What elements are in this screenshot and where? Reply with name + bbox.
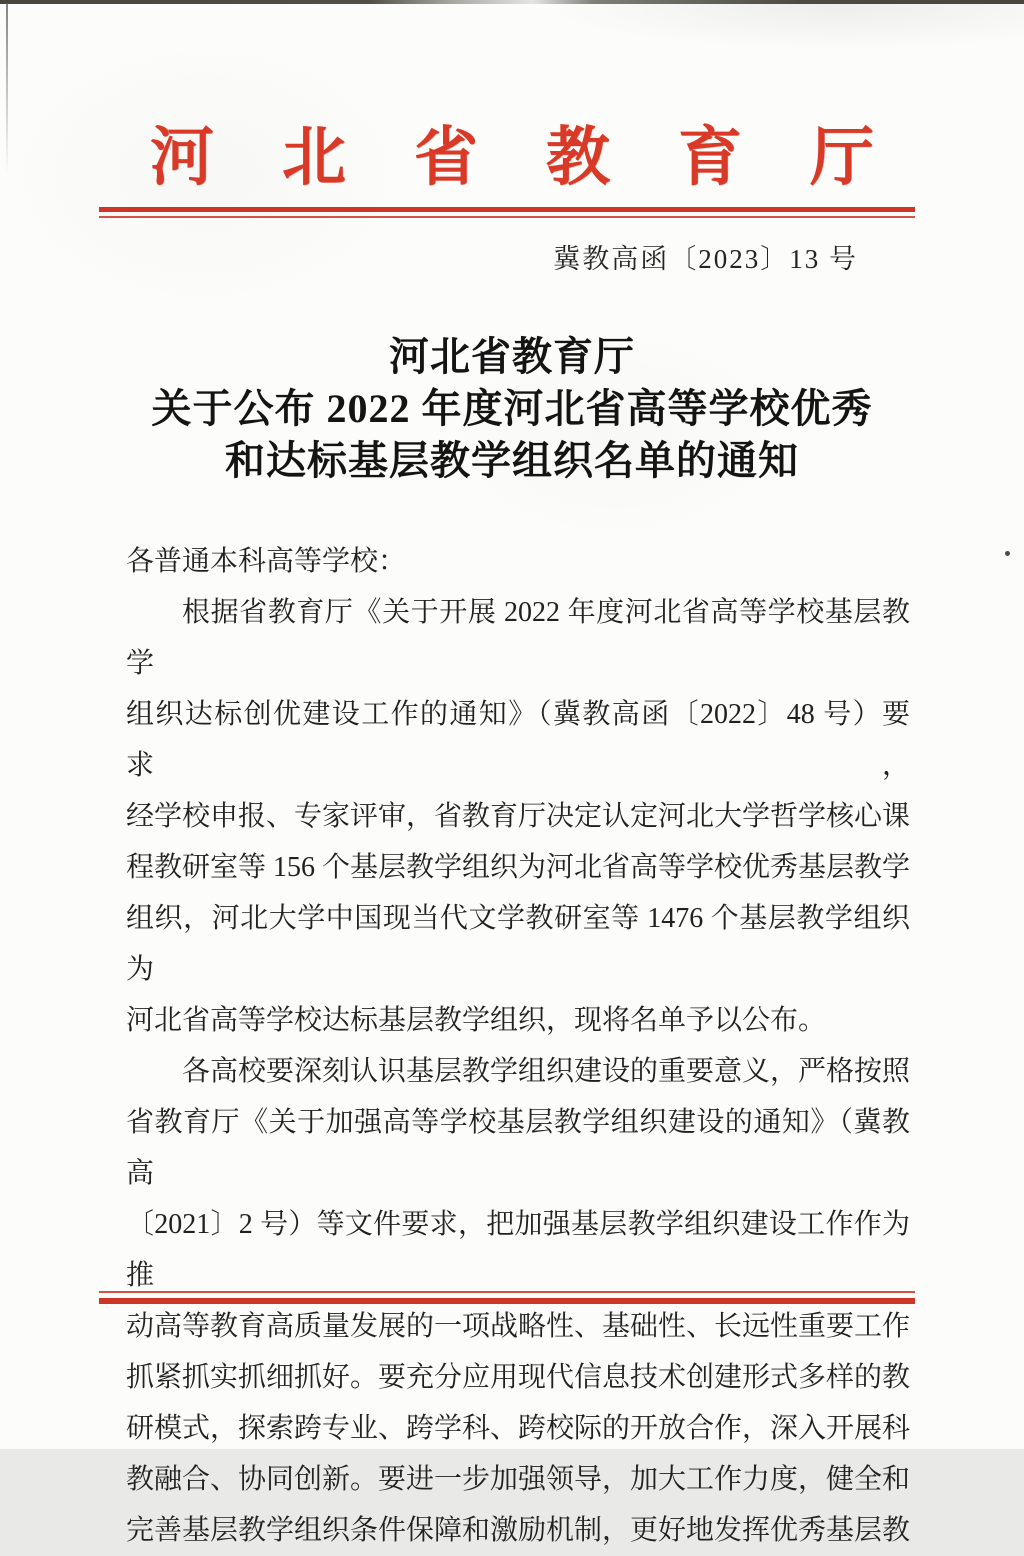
body-text-line: 组织达标创优建设工作的通知》（冀教高函〔2022〕48 号）要求， <box>126 699 910 781</box>
body-text-line: 各高校要深刻认识基层教学组织建设的重要意义，严格按照 <box>182 1056 911 1087</box>
body-text-line: 根据省教育厅《关于开展 2022 年度河北省高等学校基层教学 <box>126 597 910 679</box>
letterhead-rule-thin <box>99 216 915 218</box>
body-text-line: 省教育厅《关于加强高等学校基层教学组织建设的通知》（冀教高 <box>126 1107 910 1189</box>
body-text-line: 〔2021〕2 号）等文件要求，把加强基层教学组织建设工作作为推 <box>126 1209 910 1291</box>
document-number: 冀教高函〔2023〕13 号 <box>553 244 858 274</box>
document-title-line: 和达标基层教学组织名单的通知 <box>225 438 799 483</box>
body-text-line: 河北省高等学校达标基层教学组织，现将名单予以公布。 <box>126 1005 827 1036</box>
body-text-line: 完善基层教学组织条件保障和激励机制，更好地发挥优秀基层教 <box>126 1515 911 1546</box>
letterhead-rule-thick <box>99 207 915 212</box>
body-text-line: 研模式，探索跨专业、跨学科、跨校际的开放合作，深入开展科 <box>126 1413 911 1444</box>
body-text-line: 程教研室等 156 个基层教学组织为河北省高等学校优秀基层教学 <box>126 852 911 883</box>
scan-top-edge-artifact <box>0 0 1024 4</box>
document-title-line: 关于公布 2022 年度河北省高等学校优秀 <box>151 386 873 431</box>
body-text-line: 抓紧抓实抓细抓好。要充分应用现代信息技术创建形式多样的教 <box>126 1362 911 1393</box>
body-text-line: 动高等教育高质量发展的一项战略性、基础性、长远性重要工作 <box>126 1311 911 1342</box>
body-text-line: 教融合、协同创新。要进一步加强领导，加大工作力度，健全和 <box>126 1464 911 1495</box>
footer-rule-thin <box>99 1291 915 1293</box>
letterhead <box>0 122 1024 193</box>
footer-rule-thick <box>99 1298 915 1304</box>
body-salutation: 各普通本科高等学校： <box>126 546 407 577</box>
body-text-line: 经学校申报、专家评审，省教育厅决定认定河北大学哲学核心课 <box>126 801 911 832</box>
body-text-line: 组织，河北大学中国现当代文学教研室等 1476 个基层教学组织为 <box>126 903 910 985</box>
document-title <box>0 331 1024 487</box>
document-title-line: 河北省教育厅 <box>389 334 635 379</box>
scan-dot-artifact <box>1005 551 1010 556</box>
letterhead-org-name: 河北省教育厅 <box>150 122 942 193</box>
document-body <box>126 536 910 1556</box>
